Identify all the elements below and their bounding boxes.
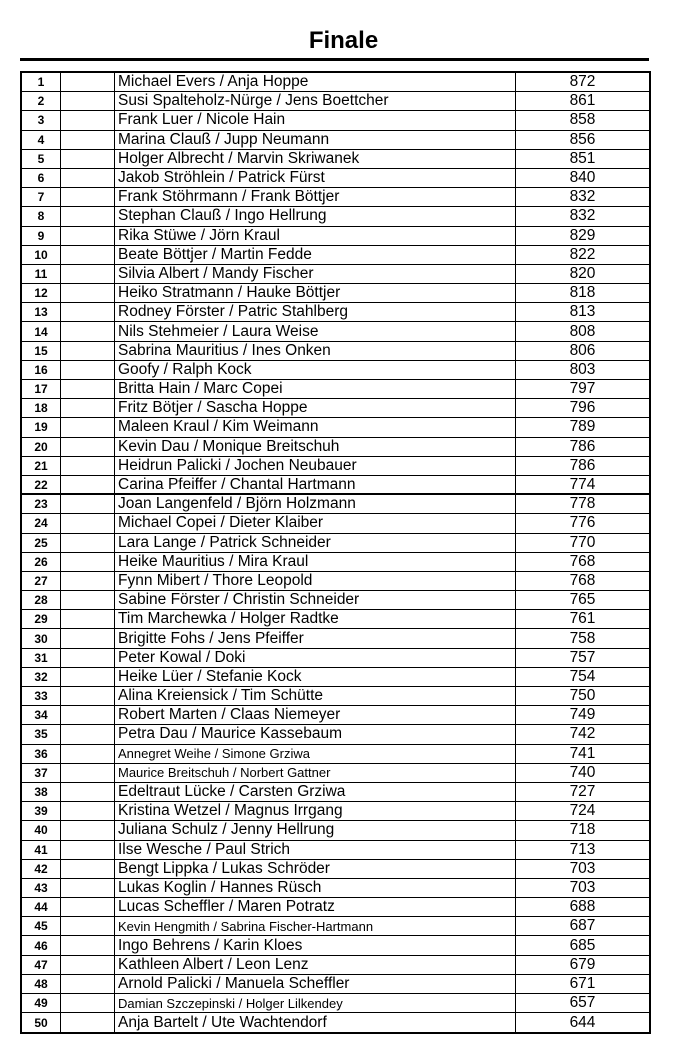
team-names-cell: Michael Evers / Anja Hoppe bbox=[115, 73, 516, 91]
rank-cell: 23 bbox=[22, 495, 61, 513]
empty-cell bbox=[61, 342, 115, 360]
table-row bbox=[22, 687, 649, 706]
table-row bbox=[22, 706, 649, 725]
score-cell: 727 bbox=[569, 783, 596, 801]
table-row bbox=[22, 399, 649, 418]
team-names-cell: Sabrina Mauritius / Ines Onken bbox=[115, 342, 516, 360]
table-row bbox=[22, 553, 649, 572]
rank-cell: 19 bbox=[22, 418, 61, 436]
table-row bbox=[22, 438, 649, 457]
score-cell: 742 bbox=[569, 725, 596, 743]
score-cell: 687 bbox=[569, 917, 596, 935]
score-cell: 757 bbox=[569, 648, 596, 666]
empty-cell bbox=[61, 380, 115, 398]
team-names-cell: Fritz Bötjer / Sascha Hoppe bbox=[115, 399, 516, 417]
empty-cell bbox=[61, 1013, 115, 1032]
table-row bbox=[22, 610, 649, 629]
rank-cell: 50 bbox=[22, 1013, 61, 1032]
rank-cell: 28 bbox=[22, 591, 61, 609]
table-row bbox=[22, 227, 649, 246]
table-row bbox=[22, 917, 649, 936]
rank-cell: 6 bbox=[22, 169, 61, 187]
empty-cell bbox=[61, 783, 115, 801]
rank-cell: 27 bbox=[22, 572, 61, 590]
empty-cell bbox=[61, 150, 115, 168]
rank-cell: 46 bbox=[22, 936, 61, 954]
score-cell: 774 bbox=[569, 475, 596, 493]
team-names-cell: Nils Stehmeier / Laura Weise bbox=[115, 322, 516, 340]
empty-cell bbox=[61, 284, 115, 302]
empty-cell bbox=[61, 936, 115, 954]
table-row bbox=[22, 591, 649, 610]
team-names-cell: Alina Kreiensick / Tim Schütte bbox=[115, 687, 516, 705]
team-names-cell: Ilse Wesche / Paul Strich bbox=[115, 841, 516, 859]
team-names-cell: Rika Stüwe / Jörn Kraul bbox=[115, 227, 516, 245]
rank-cell: 35 bbox=[22, 725, 61, 743]
team-names-cell: Heike Lüer / Stefanie Kock bbox=[115, 668, 516, 686]
score-cell: 685 bbox=[569, 936, 596, 954]
score-cell: 820 bbox=[569, 264, 596, 282]
table-row bbox=[22, 495, 649, 514]
empty-cell bbox=[61, 92, 115, 110]
team-names-cell: Frank Luer / Nicole Hain bbox=[115, 111, 516, 129]
rank-cell: 14 bbox=[22, 322, 61, 340]
table-row bbox=[22, 380, 649, 399]
rank-cell: 3 bbox=[22, 111, 61, 129]
score-cell: 671 bbox=[569, 974, 596, 992]
team-names-cell: Lukas Koglin / Hannes Rüsch bbox=[115, 879, 516, 897]
empty-cell bbox=[61, 111, 115, 129]
rank-cell: 36 bbox=[22, 745, 61, 763]
empty-cell bbox=[61, 534, 115, 552]
table-row bbox=[22, 649, 649, 668]
score-cell: 789 bbox=[569, 418, 596, 436]
empty-cell bbox=[61, 898, 115, 916]
empty-cell bbox=[61, 514, 115, 532]
score-cell: 861 bbox=[569, 92, 596, 110]
empty-cell bbox=[61, 322, 115, 340]
score-cell: 796 bbox=[569, 399, 596, 417]
score-cell: 718 bbox=[569, 821, 596, 839]
score-cell: 832 bbox=[569, 207, 596, 225]
team-names-cell: Lara Lange / Patrick Schneider bbox=[115, 534, 516, 552]
table-row bbox=[22, 207, 649, 226]
rank-cell: 31 bbox=[22, 649, 61, 667]
rank-cell: 20 bbox=[22, 438, 61, 456]
table-row bbox=[22, 879, 649, 898]
rank-cell: 41 bbox=[22, 841, 61, 859]
table-row bbox=[22, 322, 649, 341]
team-names-cell: Silvia Albert / Mandy Fischer bbox=[115, 265, 516, 283]
team-names-cell: Jakob Ströhlein / Patrick Fürst bbox=[115, 169, 516, 187]
empty-cell bbox=[61, 841, 115, 859]
score-cell: 829 bbox=[569, 226, 596, 244]
score-cell: 749 bbox=[569, 706, 596, 724]
score-cell: 765 bbox=[569, 591, 596, 609]
rank-cell: 15 bbox=[22, 342, 61, 360]
score-cell: 786 bbox=[569, 456, 596, 474]
table-row bbox=[22, 841, 649, 860]
empty-cell bbox=[61, 591, 115, 609]
team-names-cell: Petra Dau / Maurice Kassebaum bbox=[115, 725, 516, 743]
table-row bbox=[22, 131, 649, 150]
table-row bbox=[22, 303, 649, 322]
empty-cell bbox=[61, 725, 115, 743]
empty-cell bbox=[61, 610, 115, 628]
team-names-cell: Annegret Weihe / Simone Grziwa bbox=[115, 745, 516, 763]
rank-cell: 22 bbox=[22, 476, 61, 493]
empty-cell bbox=[61, 956, 115, 974]
rank-cell: 39 bbox=[22, 802, 61, 820]
team-names-cell: Fynn Mibert / Thore Leopold bbox=[115, 572, 516, 590]
team-names-cell: Michael Copei / Dieter Klaiber bbox=[115, 514, 516, 532]
team-names-cell: Marina Clauß / Jupp Neumann bbox=[115, 131, 516, 149]
team-names-cell: Rodney Förster / Patric Stahlberg bbox=[115, 303, 516, 321]
score-cell: 761 bbox=[569, 610, 596, 628]
team-names-cell: Frank Stöhrmann / Frank Böttjer bbox=[115, 188, 516, 206]
table-row bbox=[22, 361, 649, 380]
rank-cell: 11 bbox=[22, 265, 61, 283]
table-row bbox=[22, 802, 649, 821]
score-cell: 822 bbox=[569, 245, 596, 263]
table-row bbox=[22, 92, 649, 111]
table-row bbox=[22, 73, 649, 92]
team-names-cell: Maleen Kraul / Kim Weimann bbox=[115, 418, 516, 436]
table-row bbox=[22, 246, 649, 265]
rank-cell: 21 bbox=[22, 457, 61, 475]
score-cell: 778 bbox=[569, 495, 596, 513]
score-cell: 858 bbox=[569, 111, 596, 129]
table-row bbox=[22, 572, 649, 591]
team-names-cell: Lucas Scheffler / Maren Potratz bbox=[115, 898, 516, 916]
rank-cell: 12 bbox=[22, 284, 61, 302]
rank-cell: 49 bbox=[22, 994, 61, 1012]
team-names-cell: Robert Marten / Claas Niemeyer bbox=[115, 706, 516, 724]
table-row bbox=[22, 534, 649, 553]
team-names-cell: Maurice Breitschuh / Norbert Gattner bbox=[115, 764, 516, 782]
score-cell: 679 bbox=[569, 955, 596, 973]
rank-cell: 40 bbox=[22, 821, 61, 839]
team-names-cell: Joan Langenfeld / Björn Holzmann bbox=[115, 495, 516, 513]
empty-cell bbox=[61, 227, 115, 245]
empty-cell bbox=[61, 687, 115, 705]
score-cell: 818 bbox=[569, 284, 596, 302]
table-row bbox=[22, 476, 649, 495]
score-cell: 803 bbox=[569, 360, 596, 378]
score-cell: 768 bbox=[569, 571, 596, 589]
rank-cell: 33 bbox=[22, 687, 61, 705]
score-cell: 644 bbox=[569, 1013, 596, 1031]
rank-cell: 29 bbox=[22, 610, 61, 628]
rank-cell: 16 bbox=[22, 361, 61, 379]
score-cell: 713 bbox=[569, 840, 596, 858]
table-row bbox=[22, 1013, 649, 1032]
team-names-cell: Kevin Hengmith / Sabrina Fischer-Hartmann bbox=[115, 917, 516, 935]
team-names-cell: Ingo Behrens / Karin Kloes bbox=[115, 936, 516, 954]
table-row bbox=[22, 898, 649, 917]
score-cell: 688 bbox=[569, 898, 596, 916]
table-row bbox=[22, 936, 649, 955]
team-names-cell: Juliana Schulz / Jenny Hellrung bbox=[115, 821, 516, 839]
table-row bbox=[22, 860, 649, 879]
table-row bbox=[22, 418, 649, 437]
table-row bbox=[22, 668, 649, 687]
rank-cell: 43 bbox=[22, 879, 61, 897]
team-names-cell: Kristina Wetzel / Magnus Irrgang bbox=[115, 802, 516, 820]
empty-cell bbox=[61, 73, 115, 91]
rank-cell: 32 bbox=[22, 668, 61, 686]
score-cell: 856 bbox=[569, 130, 596, 148]
score-cell: 786 bbox=[569, 437, 596, 455]
table-row bbox=[22, 265, 649, 284]
table-row bbox=[22, 284, 649, 303]
team-names-cell: Peter Kowal / Doki bbox=[115, 649, 516, 667]
empty-cell bbox=[61, 706, 115, 724]
score-cell: 741 bbox=[569, 744, 596, 762]
empty-cell bbox=[61, 764, 115, 782]
rank-cell: 47 bbox=[22, 956, 61, 974]
score-cell: 750 bbox=[569, 687, 596, 705]
rank-cell: 17 bbox=[22, 380, 61, 398]
rank-cell: 38 bbox=[22, 783, 61, 801]
score-cell: 724 bbox=[569, 802, 596, 820]
table-row bbox=[22, 457, 649, 476]
score-cell: 703 bbox=[569, 878, 596, 896]
results-table bbox=[20, 71, 651, 1034]
team-names-cell: Stephan Clauß / Ingo Hellrung bbox=[115, 207, 516, 225]
score-cell: 840 bbox=[569, 169, 596, 187]
rank-cell: 10 bbox=[22, 246, 61, 264]
score-cell: 758 bbox=[569, 629, 596, 647]
empty-cell bbox=[61, 745, 115, 763]
team-names-cell: Tim Marchewka / Holger Radtke bbox=[115, 610, 516, 628]
rank-cell: 26 bbox=[22, 553, 61, 571]
table-row bbox=[22, 994, 649, 1013]
score-cell: 770 bbox=[569, 533, 596, 551]
team-names-cell: Anja Bartelt / Ute Wachtendorf bbox=[115, 1013, 516, 1032]
empty-cell bbox=[61, 860, 115, 878]
empty-cell bbox=[61, 399, 115, 417]
rank-cell: 42 bbox=[22, 860, 61, 878]
score-cell: 851 bbox=[569, 149, 596, 167]
empty-cell bbox=[61, 131, 115, 149]
empty-cell bbox=[61, 188, 115, 206]
table-row bbox=[22, 111, 649, 130]
empty-cell bbox=[61, 649, 115, 667]
rank-cell: 8 bbox=[22, 207, 61, 225]
table-row bbox=[22, 956, 649, 975]
empty-cell bbox=[61, 207, 115, 225]
empty-cell bbox=[61, 476, 115, 493]
table-row bbox=[22, 169, 649, 188]
empty-cell bbox=[61, 303, 115, 321]
page-title: Finale bbox=[308, 27, 379, 54]
score-cell: 754 bbox=[569, 667, 596, 685]
table-row bbox=[22, 783, 649, 802]
team-names-cell: Kathleen Albert / Leon Lenz bbox=[115, 956, 516, 974]
rank-cell: 5 bbox=[22, 150, 61, 168]
team-names-cell: Susi Spalteholz-Nürge / Jens Boettcher bbox=[115, 92, 516, 110]
rank-cell: 13 bbox=[22, 303, 61, 321]
score-cell: 776 bbox=[569, 514, 596, 532]
team-names-cell: Heidrun Palicki / Jochen Neubauer bbox=[115, 457, 516, 475]
empty-cell bbox=[61, 802, 115, 820]
rank-cell: 48 bbox=[22, 975, 61, 993]
rank-cell: 37 bbox=[22, 764, 61, 782]
team-names-cell: Kevin Dau / Monique Breitschuh bbox=[115, 438, 516, 456]
table-row bbox=[22, 629, 649, 648]
table-row bbox=[22, 150, 649, 169]
empty-cell bbox=[61, 246, 115, 264]
table-row bbox=[22, 975, 649, 994]
empty-cell bbox=[61, 553, 115, 571]
empty-cell bbox=[61, 572, 115, 590]
score-cell: 872 bbox=[569, 73, 596, 91]
empty-cell bbox=[61, 917, 115, 935]
empty-cell bbox=[61, 994, 115, 1012]
rank-cell: 7 bbox=[22, 188, 61, 206]
empty-cell bbox=[61, 821, 115, 839]
team-names-cell: Brigitte Fohs / Jens Pfeiffer bbox=[115, 629, 516, 647]
score-cell: 740 bbox=[569, 763, 596, 781]
rank-cell: 44 bbox=[22, 898, 61, 916]
score-cell: 797 bbox=[569, 380, 596, 398]
score-cell: 813 bbox=[569, 303, 596, 321]
empty-cell bbox=[61, 629, 115, 647]
team-names-cell: Carina Pfeiffer / Chantal Hartmann bbox=[115, 476, 516, 493]
rank-cell: 45 bbox=[22, 917, 61, 935]
table-row bbox=[22, 188, 649, 207]
table-row bbox=[22, 764, 649, 783]
empty-cell bbox=[61, 169, 115, 187]
team-names-cell: Goofy / Ralph Kock bbox=[115, 361, 516, 379]
empty-cell bbox=[61, 975, 115, 993]
table-row bbox=[22, 725, 649, 744]
team-names-cell: Edeltraut Lücke / Carsten Grziwa bbox=[115, 783, 516, 801]
team-names-cell: Bengt Lippka / Lukas Schröder bbox=[115, 860, 516, 878]
empty-cell bbox=[61, 265, 115, 283]
empty-cell bbox=[61, 457, 115, 475]
score-cell: 768 bbox=[569, 552, 596, 570]
rank-cell: 2 bbox=[22, 92, 61, 110]
rank-cell: 30 bbox=[22, 629, 61, 647]
rank-cell: 18 bbox=[22, 399, 61, 417]
team-names-cell: Heiko Stratmann / Hauke Böttjer bbox=[115, 284, 516, 302]
score-cell: 808 bbox=[569, 322, 596, 340]
team-names-cell: Beate Böttjer / Martin Fedde bbox=[115, 246, 516, 264]
score-cell: 832 bbox=[569, 188, 596, 206]
empty-cell bbox=[61, 361, 115, 379]
team-names-cell: Sabine Förster / Christin Schneider bbox=[115, 591, 516, 609]
score-cell: 703 bbox=[569, 859, 596, 877]
team-names-cell: Damian Szczepinski / Holger Lilkendey bbox=[115, 994, 516, 1012]
score-cell: 806 bbox=[569, 341, 596, 359]
score-cell: 657 bbox=[569, 994, 596, 1012]
rank-cell: 4 bbox=[22, 131, 61, 149]
empty-cell bbox=[61, 495, 115, 513]
rank-cell: 1 bbox=[22, 73, 61, 91]
empty-cell bbox=[61, 668, 115, 686]
empty-cell bbox=[61, 438, 115, 456]
table-row bbox=[22, 745, 649, 764]
rank-cell: 34 bbox=[22, 706, 61, 724]
team-names-cell: Arnold Palicki / Manuela Scheffler bbox=[115, 975, 516, 993]
empty-cell bbox=[61, 879, 115, 897]
empty-cell bbox=[61, 418, 115, 436]
team-names-cell: Holger Albrecht / Marvin Skriwanek bbox=[115, 150, 516, 168]
team-names-cell: Heike Mauritius / Mira Kraul bbox=[115, 553, 516, 571]
title-divider bbox=[20, 58, 649, 61]
table-row bbox=[22, 821, 649, 840]
team-names-cell: Britta Hain / Marc Copei bbox=[115, 380, 516, 398]
table-row bbox=[22, 514, 649, 533]
table-row bbox=[22, 342, 649, 361]
rank-cell: 24 bbox=[22, 514, 61, 532]
rank-cell: 25 bbox=[22, 534, 61, 552]
rank-cell: 9 bbox=[22, 227, 61, 245]
